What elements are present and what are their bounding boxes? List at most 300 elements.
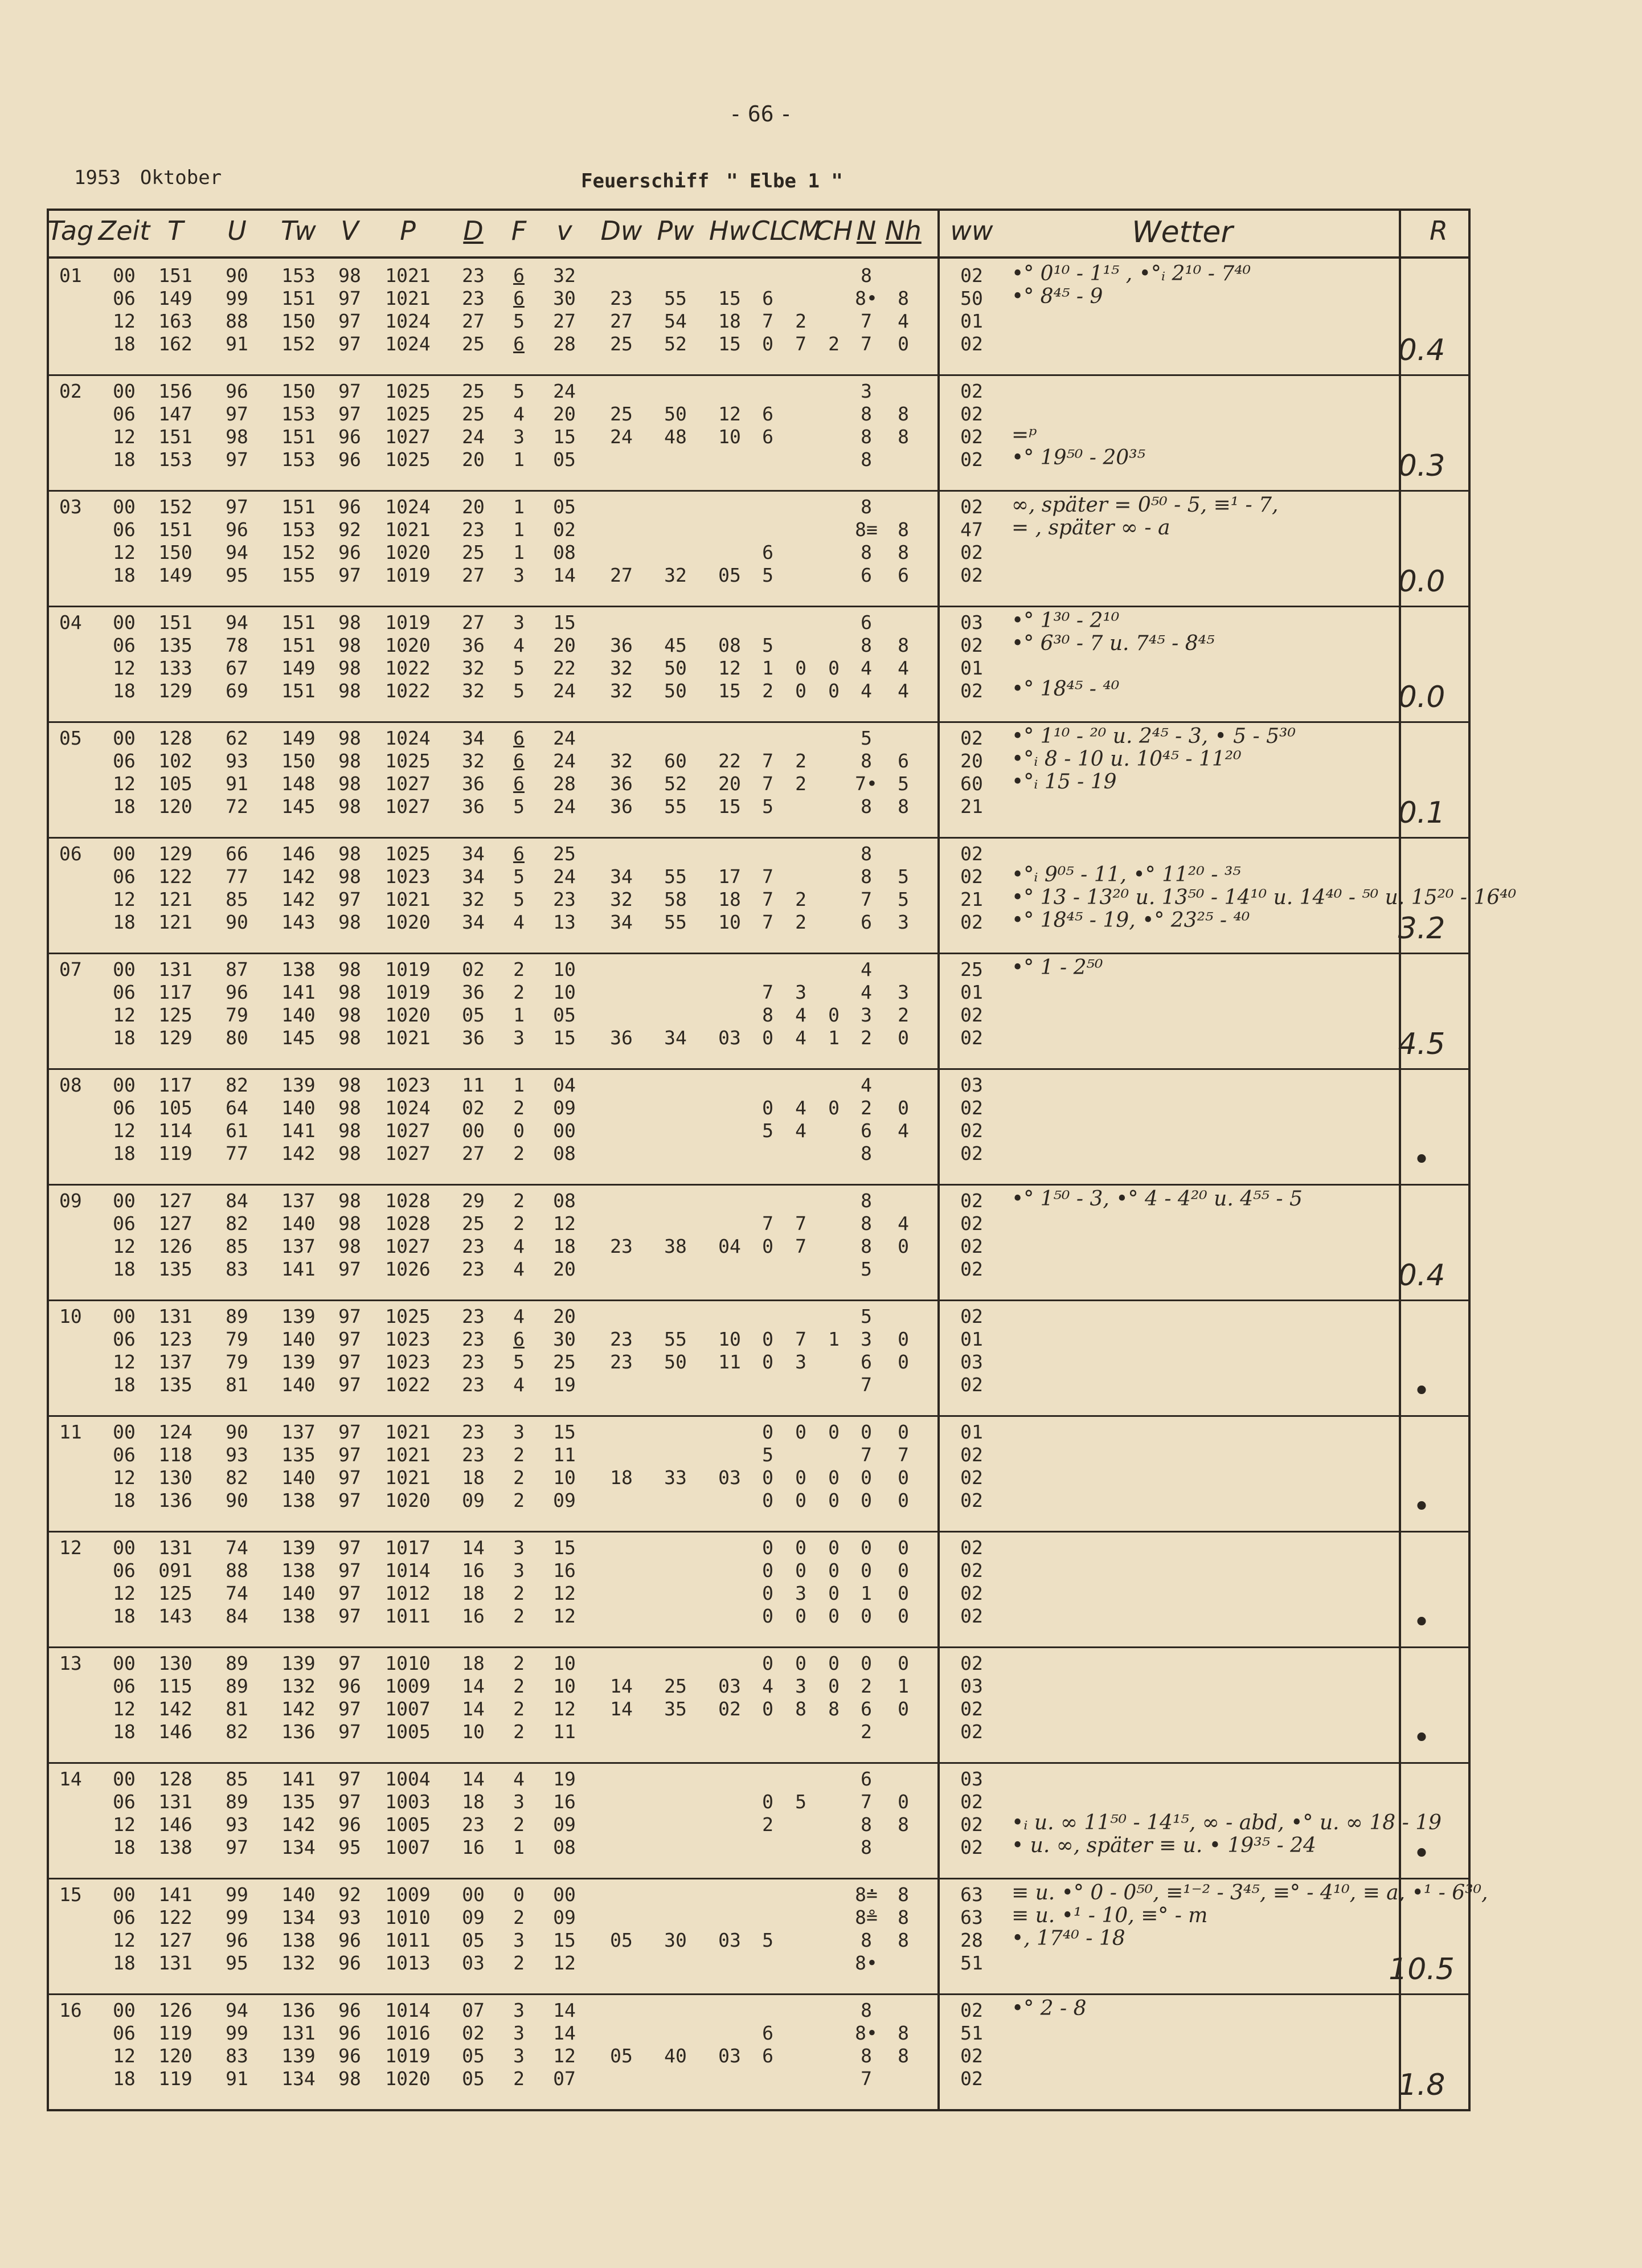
cell-u: 62 [226,727,248,749]
cell-tw: 151 [281,634,316,656]
cell-p: 1023 [385,1351,431,1373]
cell-n: 8≡ [855,518,878,541]
cell-t: 124 [158,1421,193,1443]
cell-d: 16 [462,1605,485,1627]
cell-f: 1 [513,1004,525,1026]
cell-f: 3 [513,564,525,586]
cell-n: 0 [861,1652,872,1674]
day-label: 14 [59,1768,82,1790]
cell-u: 84 [226,1190,248,1212]
cell-f: 5 [513,380,525,402]
cell-cm: 0 [795,680,806,702]
cell-v2: 08 [553,1142,576,1164]
cell-f: 5 [513,657,525,679]
cell-t: 121 [158,911,193,933]
cell-v2: 09 [553,1906,576,1928]
cell-ww: 02 [960,1605,983,1627]
header-p: P [400,215,416,246]
cell-d: 36 [462,773,485,795]
cell-hw: 03 [718,1027,741,1049]
cell-v: 98 [338,843,361,865]
cell-zeit: 18 [113,1374,136,1396]
cell-hw: 02 [718,1698,741,1720]
cell-f: 1 [513,1836,525,1858]
cell-hw: 12 [718,403,741,425]
cell-u: 84 [226,1605,248,1627]
cell-dw: 36 [610,634,633,656]
cell-v2: 05 [553,448,576,471]
cell-n: 7 [861,1444,872,1466]
cell-ww: 02 [960,727,983,749]
cell-hw: 05 [718,564,741,586]
cell-pw: 38 [664,1235,687,1257]
cell-ww: 02 [960,1190,983,1212]
cell-u: 64 [226,1097,248,1119]
cell-ww: 02 [960,1536,983,1559]
cell-v: 98 [338,657,361,679]
cell-n: 8 [861,264,872,287]
cell-u: 97 [226,496,248,518]
cell-n: 0 [861,1536,872,1559]
cell-d: 00 [462,1119,485,1142]
cell-p: 1020 [385,541,431,563]
day-label: 11 [59,1421,82,1443]
cell-f: 3 [513,426,525,448]
cell-d: 34 [462,727,485,749]
cell-n: 8 [861,750,872,772]
cell-v: 98 [338,750,361,772]
cell-p: 1025 [385,448,431,471]
cell-p: 1014 [385,1559,431,1582]
cell-v: 98 [338,981,361,1003]
cell-ch: 1 [828,1027,840,1049]
cell-t: 125 [158,1004,193,1026]
cell-f: 2 [513,1190,525,1212]
cell-d: 34 [462,865,485,888]
cell-v: 96 [338,426,361,448]
cell-cl: 6 [762,287,773,309]
cell-tw: 153 [281,518,316,541]
cell-zeit: 12 [113,773,136,795]
cell-p: 1023 [385,865,431,888]
ship-heading [581,170,860,193]
cell-u: 93 [226,1444,248,1466]
cell-d: 27 [462,564,485,586]
header-f: F [511,215,527,246]
cell-v: 98 [338,2067,361,2090]
cell-p: 1025 [385,750,431,772]
cell-t: 105 [158,773,193,795]
cell-cl: 6 [762,403,773,425]
cell-v2: 10 [553,958,576,980]
cell-ch: 0 [828,1536,840,1559]
cell-tw: 151 [281,611,316,634]
cell-nh: 4 [898,680,909,702]
cell-d: 34 [462,911,485,933]
cell-t: 117 [158,1074,193,1096]
cell-d: 25 [462,333,485,355]
cell-u: 88 [226,310,248,332]
cell-nh: 8 [898,518,909,541]
cell-t: 131 [158,1952,193,1974]
cell-d: 23 [462,264,485,287]
cell-f: 2 [513,1097,525,1119]
cell-zeit: 18 [113,795,136,818]
cell-n: 6 [861,1351,872,1373]
cell-v: 93 [338,1906,361,1928]
cell-f: 2 [513,1466,525,1489]
cell-v2: 28 [553,333,576,355]
precipitation-value: 0.4 [1398,333,1446,367]
cell-v: 92 [338,518,361,541]
header-n: N [856,215,877,246]
cell-p: 1011 [385,1929,431,1951]
cell-v2: 20 [553,403,576,425]
cell-u: 82 [226,1212,248,1235]
cell-t: 119 [158,2022,193,2044]
cell-cl: 0 [762,1489,773,1511]
cell-n: 2 [861,1097,872,1119]
precipitation-value: 0.1 [1398,796,1446,830]
cell-u: 79 [226,1004,248,1026]
cell-dw: 36 [610,795,633,818]
cell-u: 83 [226,1258,248,1280]
cell-n: 7 [861,2067,872,2090]
cell-f: 2 [513,1605,525,1627]
day-block [49,837,1517,953]
cell-zeit: 06 [113,403,136,425]
wetter-note: •° 1³⁰ - 2¹⁰ [1012,609,1120,632]
cell-tw: 150 [281,310,316,332]
cell-t: 131 [158,1791,193,1813]
cell-ch: 0 [828,1675,840,1697]
cell-v: 96 [338,1952,361,1974]
cell-u: 96 [226,1929,248,1951]
cell-n: 8 [861,1212,872,1235]
cell-cm: 2 [795,773,806,795]
cell-f: 1 [513,1074,525,1096]
cell-f: 5 [513,865,525,888]
cell-dw: 32 [610,680,633,702]
cell-cl: 5 [762,1929,773,1951]
cell-dw: 36 [610,1027,633,1049]
cell-ch: 0 [828,680,840,702]
year-month-heading [74,166,241,189]
cell-cm: 3 [795,1351,806,1373]
cell-d: 18 [462,1652,485,1674]
cell-v: 96 [338,496,361,518]
cell-dw: 14 [610,1675,633,1697]
cell-ww: 03 [960,611,983,634]
cell-d: 11 [462,1074,485,1096]
cell-cl: 0 [762,1466,773,1489]
month: Oktober [140,166,222,189]
cell-zeit: 06 [113,518,136,541]
cell-d: 14 [462,1536,485,1559]
cell-v2: 09 [553,1097,576,1119]
cell-v: 98 [338,1190,361,1212]
day-label: 13 [59,1652,82,1674]
cell-pw: 52 [664,333,687,355]
cell-v: 98 [338,727,361,749]
day-block [49,1299,1468,1415]
precipitation-value: 0.0 [1398,680,1446,714]
cell-ww: 47 [960,518,983,541]
cell-ww: 25 [960,958,983,980]
cell-cm: 2 [795,310,806,332]
cell-hw: 15 [718,287,741,309]
cell-t: 122 [158,865,193,888]
cell-u: 99 [226,1906,248,1928]
cell-d: 14 [462,1698,485,1720]
cell-n: 8 [861,2045,872,2067]
cell-d: 36 [462,795,485,818]
cell-t: 152 [158,496,193,518]
cell-v2: 10 [553,1652,576,1674]
cell-n: 6 [861,611,872,634]
precipitation-value: 0.4 [1398,1258,1446,1293]
cell-v: 97 [338,1791,361,1813]
cell-v2: 27 [553,310,576,332]
cell-v: 96 [338,2045,361,2067]
cell-zeit: 00 [113,843,136,865]
cell-v: 96 [338,1999,361,2021]
cell-u: 95 [226,564,248,586]
cell-tw: 138 [281,1929,316,1951]
cell-hw: 03 [718,1466,741,1489]
ship-name: " Elbe 1 " [726,170,843,193]
cell-v: 97 [338,1582,361,1604]
cell-tw: 151 [281,426,316,448]
cell-u: 81 [226,1698,248,1720]
cell-f: 2 [513,1813,525,1836]
cell-zeit: 00 [113,1305,136,1327]
cell-f: 4 [513,1235,525,1257]
cell-zeit: 00 [113,264,136,287]
cell-tw: 140 [281,1328,316,1350]
cell-pw: 35 [664,1698,687,1720]
cell-cl: 5 [762,1119,773,1142]
cell-d: 32 [462,888,485,910]
cell-v: 98 [338,958,361,980]
cell-n: 6 [861,564,872,586]
cell-p: 1021 [385,1466,431,1489]
cell-tw: 143 [281,911,316,933]
cell-v: 96 [338,1813,361,1836]
cell-f: 1 [513,518,525,541]
cell-cm: 3 [795,981,806,1003]
cell-cl: 0 [762,1582,773,1604]
cell-n: 5 [861,1305,872,1327]
cell-u: 66 [226,843,248,865]
cell-hw: 20 [718,773,741,795]
cell-n: 8 [861,795,872,818]
cell-f: 1 [513,541,525,563]
cell-dw: 05 [610,2045,633,2067]
weather-log-table [47,209,1517,2111]
cell-zeit: 06 [113,1559,136,1582]
cell-p: 1020 [385,634,431,656]
cell-tw: 140 [281,1582,316,1604]
cell-tw: 137 [281,1421,316,1443]
cell-ch: 0 [828,1605,840,1627]
cell-u: 82 [226,1466,248,1489]
day-block [49,721,1468,837]
cell-nh: 4 [898,657,909,679]
cell-u: 74 [226,1536,248,1559]
cell-n: 0 [861,1559,872,1582]
cell-ww: 21 [960,795,983,818]
cell-nh: 6 [898,750,909,772]
cell-tw: 146 [281,843,316,865]
cell-tw: 148 [281,773,316,795]
wetter-note: •°ᵢ 15 - 19 [1012,770,1117,794]
cell-zeit: 12 [113,1235,136,1257]
cell-v2: 12 [553,1212,576,1235]
cell-u: 91 [226,2067,248,2090]
precipitation-value: • [1412,1490,1431,1524]
cell-ch: 2 [828,333,840,355]
cell-zeit: 06 [113,981,136,1003]
cell-t: 149 [158,287,193,309]
cell-ww: 02 [960,1374,983,1396]
cell-pw: 34 [664,1027,687,1049]
cell-d: 27 [462,1142,485,1164]
cell-d: 00 [462,1883,485,1906]
cell-tw: 141 [281,1258,316,1280]
cell-dw: 23 [610,1351,633,1373]
cell-v: 97 [338,1489,361,1511]
cell-v2: 09 [553,1813,576,1836]
cell-ww: 02 [960,496,983,518]
cell-v: 96 [338,1675,361,1697]
cell-pw: 55 [664,865,687,888]
wetter-note: •° 0¹⁰ - 1¹⁵ , •°ᵢ 2¹⁰ - 7⁴⁰ [1012,262,1251,285]
day-label: 08 [59,1074,82,1096]
cell-pw: 48 [664,426,687,448]
cell-v2: 18 [553,1235,576,1257]
cell-n: 8 [861,1190,872,1212]
cell-f: 1 [513,448,525,471]
cell-n: 4 [861,680,872,702]
cell-hw: 03 [718,2045,741,2067]
page-number: - 66 - [729,101,793,126]
cell-v: 97 [338,888,361,910]
cell-nh: 0 [898,1097,909,1119]
cell-d: 18 [462,1582,485,1604]
cell-cm: 0 [795,1466,806,1489]
cell-cl: 7 [762,750,773,772]
cell-cl: 0 [762,1421,773,1443]
day-block [49,953,1468,1068]
wetter-note: •ᵢ u. ∞ 11⁵⁰ - 14¹⁵, ∞ - abd, •° u. ∞ 18 - 19 [1012,1811,1442,1834]
cell-tw: 134 [281,2067,316,2090]
cell-cl: 0 [762,1351,773,1373]
cell-f: 5 [513,795,525,818]
cell-ww: 02 [960,264,983,287]
cell-dw: 32 [610,750,633,772]
cell-d: 16 [462,1836,485,1858]
cell-p: 1028 [385,1212,431,1235]
day-label: 12 [59,1536,82,1559]
precipitation-value: • [1412,1143,1431,1177]
cell-tw: 138 [281,1559,316,1582]
cell-f: 2 [513,2067,525,2090]
cell-zeit: 06 [113,1212,136,1235]
header-r: R [1430,215,1448,246]
header-cm: CM [780,215,821,246]
cell-p: 1027 [385,773,431,795]
cell-v: 98 [338,1235,361,1257]
cell-d: 23 [462,1351,485,1373]
cell-cl: 5 [762,564,773,586]
cell-n: 7 [861,310,872,332]
cell-u: 74 [226,1582,248,1604]
cell-d: 24 [462,426,485,448]
cell-zeit: 12 [113,1582,136,1604]
cell-pw: 50 [664,657,687,679]
cell-n: 0 [861,1466,872,1489]
cell-zeit: 18 [113,1489,136,1511]
cell-zeit: 00 [113,958,136,980]
cell-v2: 10 [553,1675,576,1697]
cell-cl: 7 [762,981,773,1003]
cell-u: 89 [226,1652,248,1674]
cell-ww: 01 [960,1421,983,1443]
day-separator [49,1415,1468,1417]
cell-u: 81 [226,1374,248,1396]
cell-d: 05 [462,1929,485,1951]
cell-ww: 02 [960,1559,983,1582]
cell-pw: 33 [664,1466,687,1489]
cell-ww: 02 [960,865,983,888]
cell-nh: 8 [898,2022,909,2044]
cell-v: 97 [338,1721,361,1743]
cell-hw: 15 [718,333,741,355]
cell-ww: 02 [960,1235,983,1257]
cell-d: 02 [462,1097,485,1119]
cell-v2: 25 [553,1351,576,1373]
cell-zeit: 00 [113,611,136,634]
cell-nh: 4 [898,1119,909,1142]
cell-p: 1019 [385,2045,431,2067]
cell-n: 8 [861,843,872,865]
cell-ww: 01 [960,981,983,1003]
cell-ch: 0 [828,1097,840,1119]
cell-zeit: 12 [113,426,136,448]
cell-ww: 51 [960,1952,983,1974]
cell-v2: 12 [553,2045,576,2067]
day-block [49,1762,1468,1878]
cell-u: 94 [226,1999,248,2021]
cell-hw: 22 [718,750,741,772]
cell-u: 87 [226,958,248,980]
day-label: 15 [59,1883,82,1906]
cell-cm: 0 [795,1652,806,1674]
cell-cl: 0 [762,1328,773,1350]
cell-cl: 2 [762,680,773,702]
cell-pw: 50 [664,680,687,702]
cell-ww: 01 [960,310,983,332]
cell-nh: 0 [898,1582,909,1604]
cell-t: 122 [158,1906,193,1928]
cell-tw: 135 [281,1791,316,1813]
cell-tw: 140 [281,1004,316,1026]
cell-f: 6 [513,1328,525,1350]
cell-u: 61 [226,1119,248,1142]
cell-f: 6 [513,264,525,287]
cell-u: 88 [226,1559,248,1582]
